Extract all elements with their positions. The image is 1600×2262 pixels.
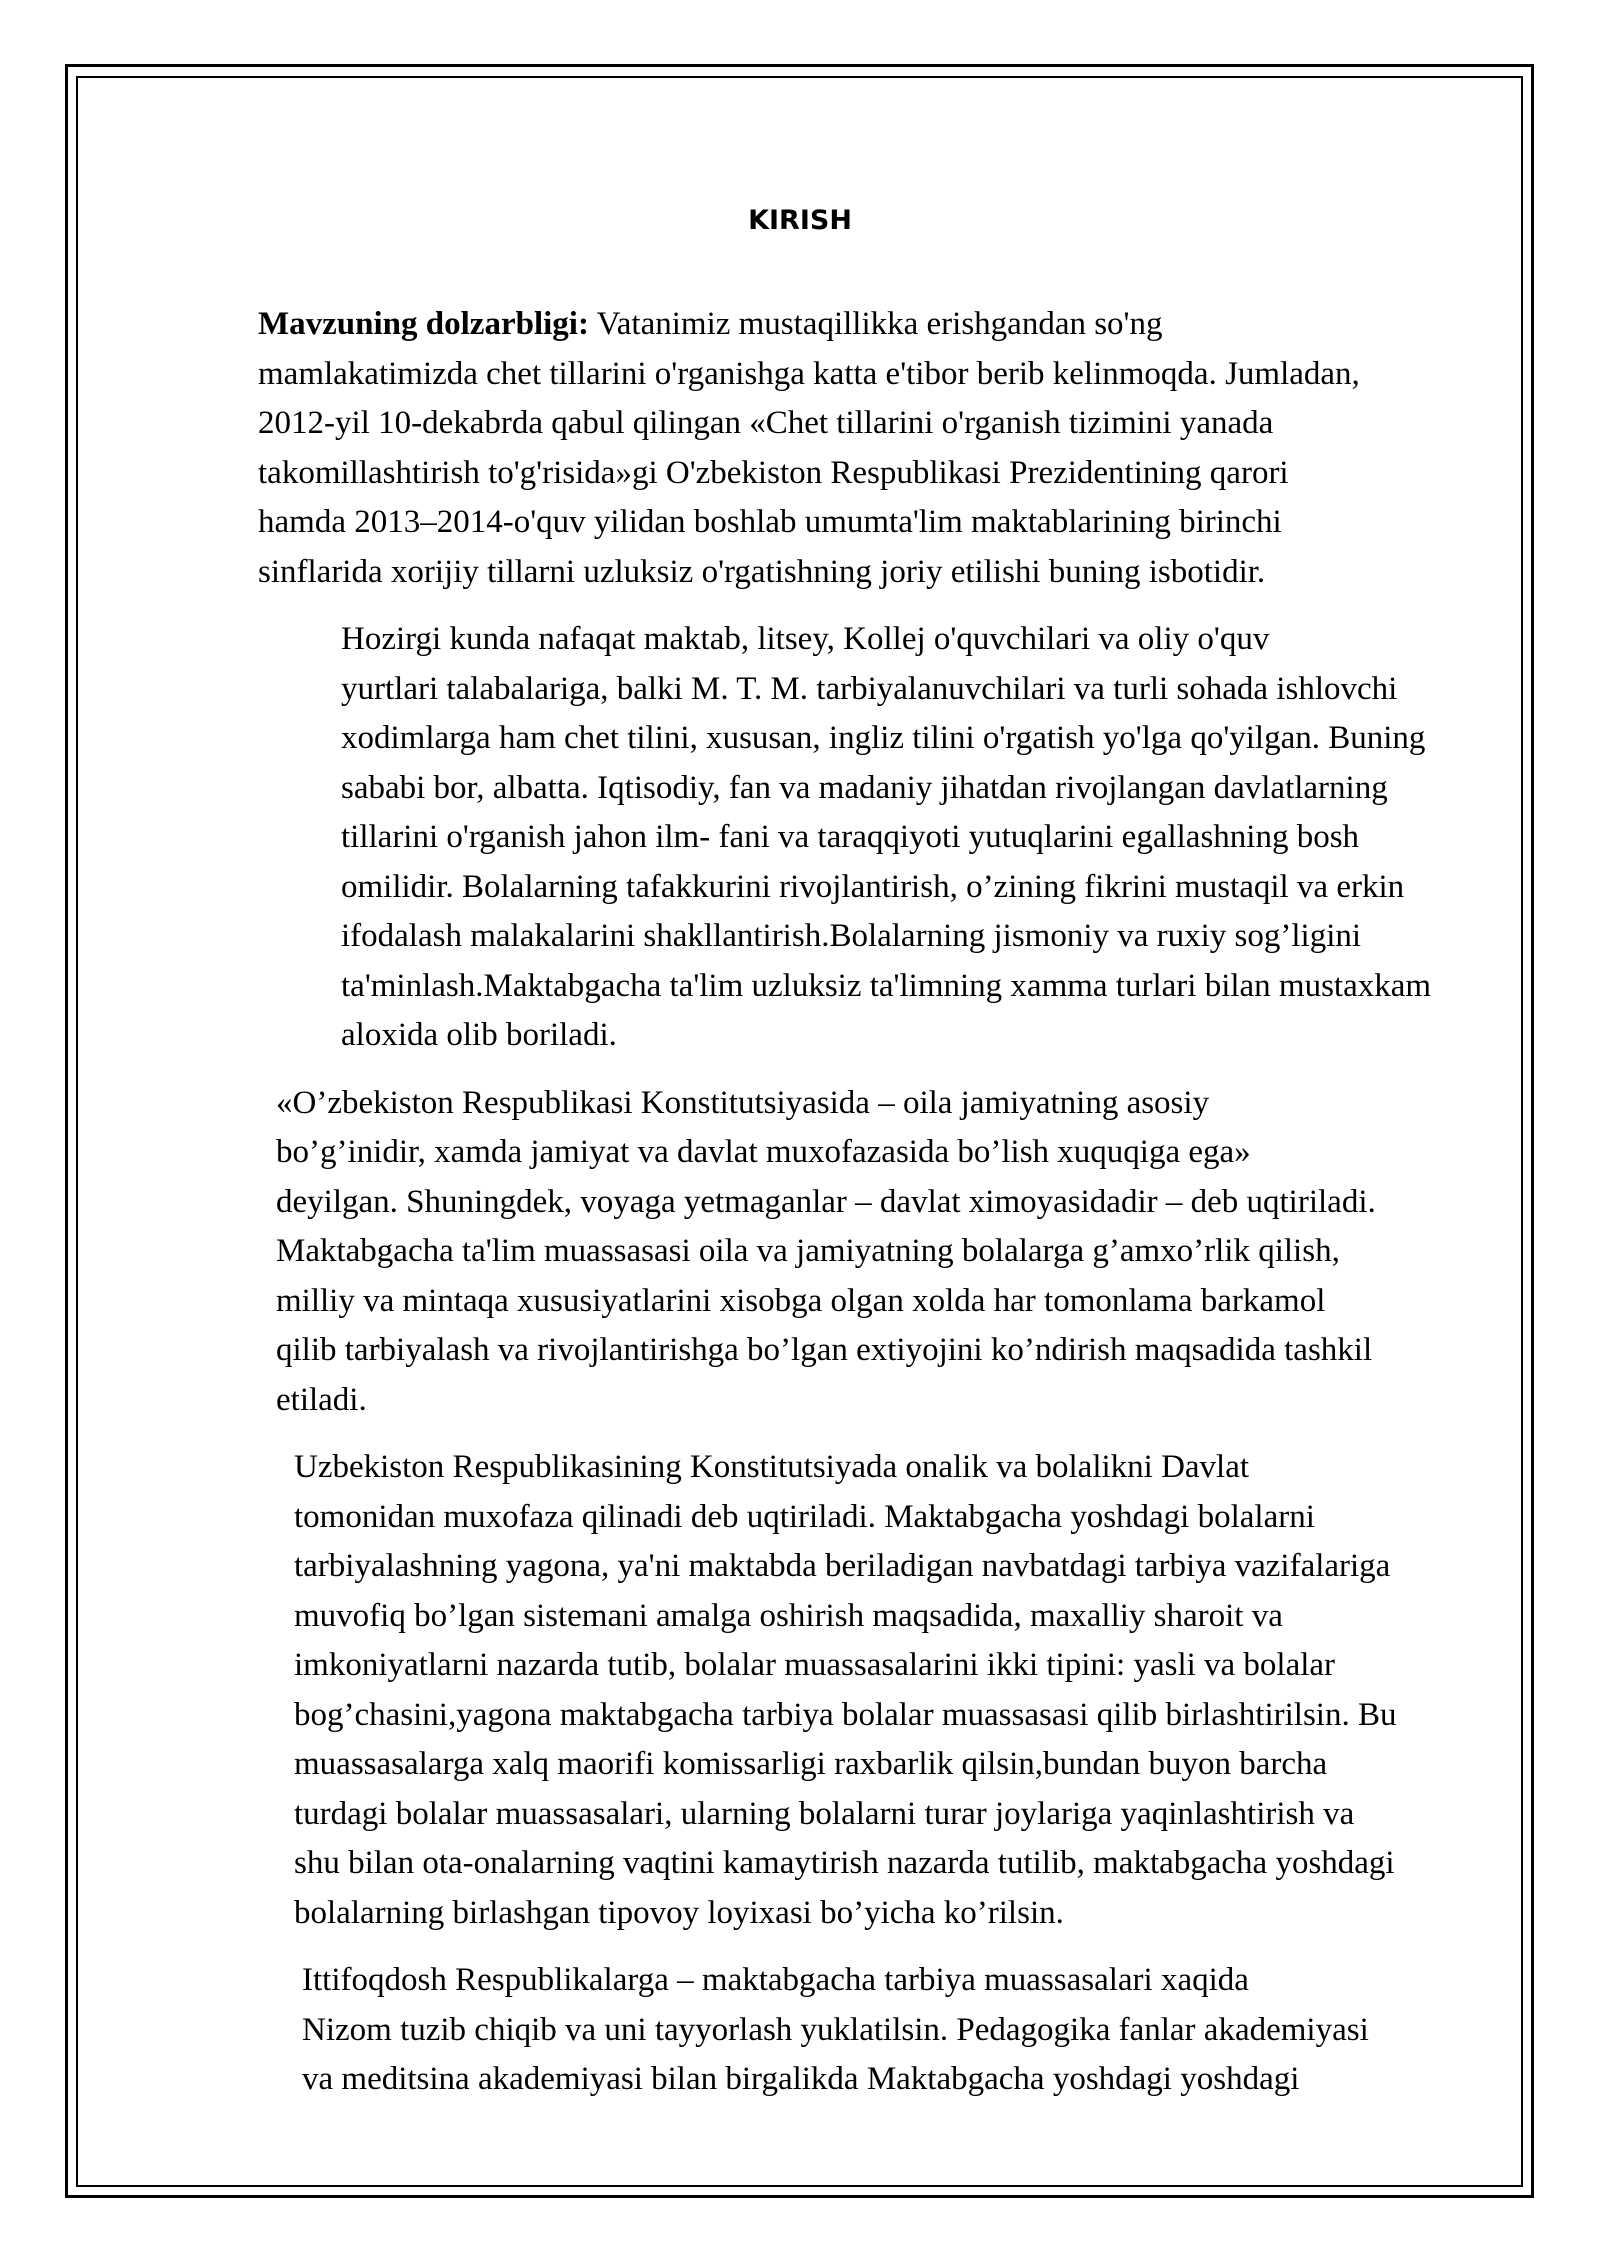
paragraph-2-line: omilidir. Bolalarning tafakkurini rivojlantirish, o’zining fikrini mustaqil va erkin	[341, 868, 1405, 905]
paragraph-3-line: milliy va mintaqa xususiyatlarini xisobga olgan xolda har tomonlama barkamol	[276, 1282, 1326, 1319]
paragraph-1-line: mamlakatimizda chet tillarini o'rganishga katta e'tibor berib kelinmoqda. Jumladan,	[258, 355, 1360, 392]
paragraph-4-line: Uzbekiston Respublikasining Konstitutsiyada onalik va bolalikni Davlat	[294, 1449, 1250, 1485]
paragraph-5	[230, 1956, 1490, 2105]
paragraph-3-line: «O’zbekiston Respublikasi Konstitutsiyasida – oila jamiyatning asosiy	[276, 1084, 1210, 1121]
paragraph-4-line: tarbiyalashning yagona, ya'ni maktabda beriladigan navbatdagi tarbiya vazifalariga	[294, 1548, 1391, 1584]
paragraph-1-line: hamda 2013–2014-o'quv yilidan boshlab umumta'lim maktablarining birinchi	[258, 504, 1282, 540]
paragraph-1	[230, 300, 1490, 597]
paragraph-4-line: shu bilan ota-onalarning vaqtini kamaytirish nazarda tutilib, maktabgacha yoshdagi	[294, 1845, 1395, 1881]
paragraph-4-line: tomonidan muxofaza qilinadi deb uqtiriladi. Maktabgacha yoshdagi bolalarni	[294, 1498, 1315, 1535]
paragraph-2-line: xodimlarga ham chet tilini, xususan, ingliz tilini o'rgatish yo'lga qo'yilgan. Buning	[341, 720, 1426, 756]
paragraph-4-line: bog’chasini,yagona maktabgacha tarbiya bolalar muassasasi qilib birlashtirilsin. Bu	[294, 1696, 1397, 1733]
paragraph-2-line: tillarini o'rganish jahon ilm- fani va taraqqiyoti yutuqlarini egallashning bosh	[341, 819, 1360, 855]
paragraph-2-line: Hozirgi kunda nafaqat maktab, litsey, Kollej o'quvchilari va oliy o'quv	[341, 621, 1270, 657]
paragraph-2	[230, 615, 1490, 1061]
paragraph-5-line: Ittifoqdosh Respublikalarga – maktabgacha tarbiya muassasalari xaqida	[302, 1962, 1249, 1998]
paragraph-1-line: sinflarida xorijiy tillarni uzluksiz o'rgatishning joriy etilishi buning isbotidir.	[258, 553, 1266, 590]
paragraph-1-line: 2012-yil 10-dekabrda qabul qilingan «Chet tillarini o'rganish tizimini yanada	[258, 405, 1274, 441]
paragraph-3-line: Maktabgacha ta'lim muassasasi oila va jamiyatning bolalarga g’amxo’rlik qilish,	[276, 1233, 1340, 1269]
paragraph-1-line: Vatanimiz mustaqillikka erishgandan so'ng	[588, 306, 1163, 342]
paragraph-1-line: takomillashtirish to'g'risida»gi O'zbekiston Respublikasi Prezidentining qarori	[258, 454, 1289, 491]
paragraph-2-line: aloxida olib boriladi.	[341, 1017, 617, 1053]
document-body	[230, 300, 1490, 2105]
paragraph-4-line: muassasalarga xalq maorifi komissarligi raxbarlik qilsin,bundan buyon barcha	[294, 1746, 1328, 1782]
paragraph-3-line: qilib tarbiyalash va rivojlantirishga bo’lgan extiyojini ko’ndirish maqsadida tashkil	[276, 1332, 1373, 1368]
paragraph-4-line: muvofiq bo’lgan sistemani amalga oshirish maqsadida, maxalliy sharoit va	[294, 1597, 1283, 1634]
paragraph-4-line: turdagi bolalar muassasalari, ularning bolalarni turar joylariga yaqinlashtirish va	[294, 1795, 1355, 1832]
paragraph-2-line: ifodalash malakalarini shakllantirish.Bolalarning jismoniy va ruxiy sog’ligini	[341, 918, 1362, 954]
paragraph-2-line: sababi bor, albatta. Iqtisodiy, fan va madaniy jihatdan rivojlangan davlatlarning	[341, 769, 1388, 806]
paragraph-3-line: bo’g’inidir, xamda jamiyat va davlat muxofazasida bo’lish xuquqiga ega»	[276, 1134, 1251, 1170]
paragraph-3	[230, 1079, 1490, 1426]
paragraph-2-line: yurtlari talabalariga, balki M. T. M. tarbiyalanuvchilari va turli sohada ishlovchi	[341, 670, 1398, 707]
paragraph-3-line: etiladi.	[276, 1381, 367, 1418]
document-title: KIRISH	[748, 205, 852, 236]
paragraph-3-line: deyilgan. Shuningdek, voyaga yetmaganlar – davlat ximoyasidadir – deb uqtiriladi.	[276, 1183, 1376, 1220]
paragraph-4-line: bolalarning birlashgan tipovoy loyixasi bo’yicha ko’rilsin.	[294, 1894, 1064, 1931]
paragraph-2-line: ta'minlash.Maktabgacha ta'lim uzluksiz ta'limning xamma turlari bilan mustaxkam	[341, 967, 1432, 1004]
paragraph-4-line: imkoniyatlarni nazarda tutib, bolalar muassasalarini ikki tipini: yasli va bolalar	[294, 1647, 1336, 1683]
paragraph-5-line: va meditsina akademiyasi bilan birgalikda Maktabgacha yoshdagi yoshdagi	[302, 2061, 1300, 2097]
paragraph-4	[230, 1443, 1490, 1938]
paragraph-1-lead: Mavzuning dolzarbligi:	[258, 306, 589, 342]
paragraph-5-line: Nizom tuzib chiqib va uni tayyorlash yuklatilsin. Pedagogika fanlar akademiyasi	[302, 2011, 1369, 2048]
